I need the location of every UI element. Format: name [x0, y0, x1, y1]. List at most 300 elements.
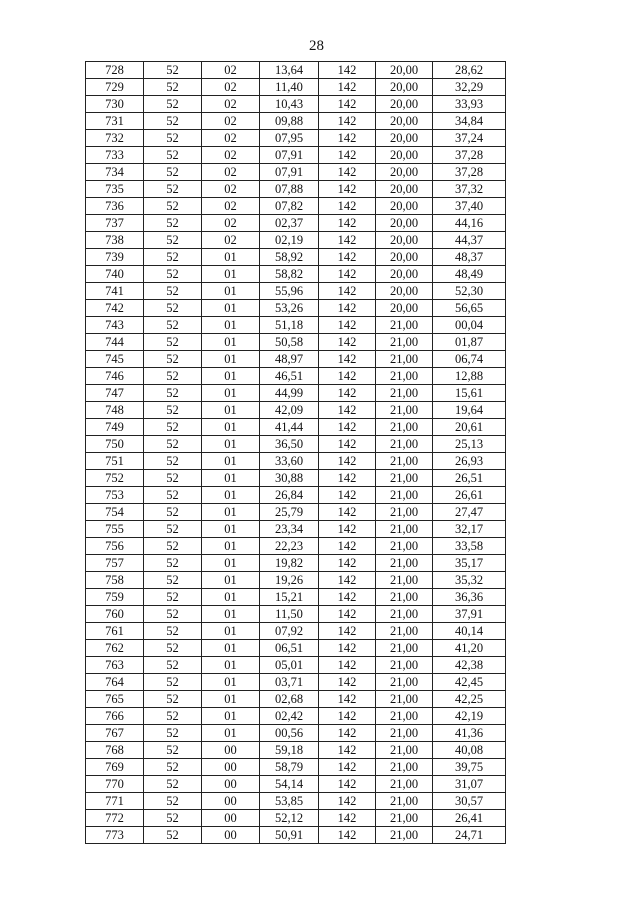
lon-seconds-cell: 56,65: [433, 300, 506, 317]
lon-degrees-cell: 142: [319, 368, 376, 385]
lon-degrees-cell: 142: [319, 793, 376, 810]
lat-degrees-cell: 52: [144, 759, 202, 776]
lon-degrees-cell: 142: [319, 317, 376, 334]
point-number-cell: 768: [86, 742, 144, 759]
lon-seconds-cell: 37,40: [433, 198, 506, 215]
lon-minutes-cell: 20,00: [376, 130, 433, 147]
lon-seconds-cell: 28,62: [433, 62, 506, 79]
lat-minutes-cell: 01: [202, 266, 260, 283]
lon-minutes-cell: 20,00: [376, 215, 433, 232]
point-number-cell: 742: [86, 300, 144, 317]
table-row: [86, 300, 506, 317]
lat-minutes-cell: 01: [202, 351, 260, 368]
lat-minutes-cell: 01: [202, 708, 260, 725]
lat-seconds-cell: 03,71: [260, 674, 319, 691]
lon-seconds-cell: 41,36: [433, 725, 506, 742]
lon-degrees-cell: 142: [319, 623, 376, 640]
lon-seconds-cell: 52,30: [433, 283, 506, 300]
lat-degrees-cell: 52: [144, 504, 202, 521]
lat-seconds-cell: 33,60: [260, 453, 319, 470]
table-row: [86, 334, 506, 351]
lat-degrees-cell: 52: [144, 453, 202, 470]
lat-minutes-cell: 01: [202, 283, 260, 300]
coordinates-table: [85, 61, 506, 844]
lat-seconds-cell: 46,51: [260, 368, 319, 385]
lon-degrees-cell: 142: [319, 810, 376, 827]
lat-degrees-cell: 52: [144, 538, 202, 555]
lat-seconds-cell: 07,92: [260, 623, 319, 640]
lat-seconds-cell: 07,91: [260, 147, 319, 164]
lat-degrees-cell: 52: [144, 793, 202, 810]
lon-minutes-cell: 21,00: [376, 487, 433, 504]
table-row: [86, 453, 506, 470]
point-number-cell: 733: [86, 147, 144, 164]
point-number-cell: 744: [86, 334, 144, 351]
lon-minutes-cell: 21,00: [376, 589, 433, 606]
lat-degrees-cell: 52: [144, 555, 202, 572]
lat-degrees-cell: 52: [144, 436, 202, 453]
lat-minutes-cell: 01: [202, 623, 260, 640]
lat-seconds-cell: 11,40: [260, 79, 319, 96]
lon-minutes-cell: 21,00: [376, 827, 433, 844]
lon-minutes-cell: 21,00: [376, 521, 433, 538]
point-number-cell: 751: [86, 453, 144, 470]
lon-minutes-cell: 21,00: [376, 759, 433, 776]
table-row: [86, 521, 506, 538]
lat-seconds-cell: 54,14: [260, 776, 319, 793]
lat-seconds-cell: 36,50: [260, 436, 319, 453]
lon-minutes-cell: 21,00: [376, 470, 433, 487]
lat-degrees-cell: 52: [144, 215, 202, 232]
point-number-cell: 769: [86, 759, 144, 776]
lat-degrees-cell: 52: [144, 79, 202, 96]
table-row: [86, 691, 506, 708]
lat-seconds-cell: 02,19: [260, 232, 319, 249]
lon-degrees-cell: 142: [319, 164, 376, 181]
lat-degrees-cell: 52: [144, 198, 202, 215]
table-row: [86, 572, 506, 589]
lat-seconds-cell: 02,68: [260, 691, 319, 708]
table-row: [86, 96, 506, 113]
lat-minutes-cell: 02: [202, 130, 260, 147]
lon-minutes-cell: 21,00: [376, 504, 433, 521]
lon-degrees-cell: 142: [319, 606, 376, 623]
lon-minutes-cell: 21,00: [376, 810, 433, 827]
lon-seconds-cell: 25,13: [433, 436, 506, 453]
lat-seconds-cell: 58,92: [260, 249, 319, 266]
table-row: [86, 725, 506, 742]
lon-minutes-cell: 20,00: [376, 232, 433, 249]
lon-degrees-cell: 142: [319, 249, 376, 266]
table-row: [86, 606, 506, 623]
lon-seconds-cell: 48,37: [433, 249, 506, 266]
table-row: [86, 555, 506, 572]
lat-seconds-cell: 19,82: [260, 555, 319, 572]
lat-minutes-cell: 01: [202, 300, 260, 317]
point-number-cell: 752: [86, 470, 144, 487]
lon-seconds-cell: 31,07: [433, 776, 506, 793]
lon-minutes-cell: 20,00: [376, 164, 433, 181]
lon-degrees-cell: 142: [319, 776, 376, 793]
lon-degrees-cell: 142: [319, 266, 376, 283]
lat-degrees-cell: 52: [144, 62, 202, 79]
table-row: [86, 657, 506, 674]
lat-seconds-cell: 51,18: [260, 317, 319, 334]
lon-degrees-cell: 142: [319, 147, 376, 164]
table-row: [86, 283, 506, 300]
lon-seconds-cell: 35,17: [433, 555, 506, 572]
lat-minutes-cell: 02: [202, 79, 260, 96]
table-row: [86, 181, 506, 198]
lat-minutes-cell: 01: [202, 368, 260, 385]
lat-seconds-cell: 13,64: [260, 62, 319, 79]
lon-degrees-cell: 142: [319, 674, 376, 691]
lon-minutes-cell: 21,00: [376, 742, 433, 759]
lat-minutes-cell: 01: [202, 436, 260, 453]
lat-seconds-cell: 42,09: [260, 402, 319, 419]
table-row: [86, 640, 506, 657]
lat-minutes-cell: 01: [202, 555, 260, 572]
lon-seconds-cell: 37,24: [433, 130, 506, 147]
lon-seconds-cell: 32,17: [433, 521, 506, 538]
lat-degrees-cell: 52: [144, 232, 202, 249]
lat-seconds-cell: 48,97: [260, 351, 319, 368]
lat-degrees-cell: 52: [144, 419, 202, 436]
point-number-cell: 750: [86, 436, 144, 453]
lon-seconds-cell: 37,28: [433, 147, 506, 164]
lon-degrees-cell: 142: [319, 351, 376, 368]
lat-minutes-cell: 01: [202, 674, 260, 691]
lat-degrees-cell: 52: [144, 623, 202, 640]
lon-minutes-cell: 21,00: [376, 691, 433, 708]
point-number-cell: 757: [86, 555, 144, 572]
lon-degrees-cell: 142: [319, 521, 376, 538]
point-number-cell: 739: [86, 249, 144, 266]
lon-seconds-cell: 32,29: [433, 79, 506, 96]
point-number-cell: 754: [86, 504, 144, 521]
lat-degrees-cell: 52: [144, 300, 202, 317]
lat-minutes-cell: 01: [202, 419, 260, 436]
lat-degrees-cell: 52: [144, 266, 202, 283]
lat-seconds-cell: 52,12: [260, 810, 319, 827]
table-row: [86, 402, 506, 419]
lat-minutes-cell: 01: [202, 572, 260, 589]
lon-seconds-cell: 44,16: [433, 215, 506, 232]
lon-seconds-cell: 36,36: [433, 589, 506, 606]
lat-degrees-cell: 52: [144, 640, 202, 657]
lon-minutes-cell: 21,00: [376, 436, 433, 453]
point-number-cell: 730: [86, 96, 144, 113]
lon-degrees-cell: 142: [319, 96, 376, 113]
lat-seconds-cell: 02,37: [260, 215, 319, 232]
point-number-cell: 764: [86, 674, 144, 691]
lat-minutes-cell: 01: [202, 504, 260, 521]
point-number-cell: 761: [86, 623, 144, 640]
table-row: [86, 623, 506, 640]
lon-seconds-cell: 26,41: [433, 810, 506, 827]
lat-degrees-cell: 52: [144, 164, 202, 181]
lat-degrees-cell: 52: [144, 487, 202, 504]
table-row: [86, 113, 506, 130]
lat-seconds-cell: 44,99: [260, 385, 319, 402]
lon-minutes-cell: 21,00: [376, 623, 433, 640]
lat-minutes-cell: 02: [202, 164, 260, 181]
point-number-cell: 747: [86, 385, 144, 402]
point-number-cell: 772: [86, 810, 144, 827]
point-number-cell: 759: [86, 589, 144, 606]
lat-seconds-cell: 22,23: [260, 538, 319, 555]
lon-minutes-cell: 20,00: [376, 198, 433, 215]
table-row: [86, 385, 506, 402]
lat-degrees-cell: 52: [144, 181, 202, 198]
lat-minutes-cell: 01: [202, 657, 260, 674]
lat-seconds-cell: 06,51: [260, 640, 319, 657]
lon-minutes-cell: 21,00: [376, 351, 433, 368]
lon-minutes-cell: 20,00: [376, 300, 433, 317]
lat-minutes-cell: 00: [202, 827, 260, 844]
point-number-cell: 732: [86, 130, 144, 147]
page-number: 28: [309, 38, 324, 54]
lat-minutes-cell: 00: [202, 810, 260, 827]
lat-minutes-cell: 01: [202, 606, 260, 623]
lon-minutes-cell: 20,00: [376, 79, 433, 96]
lat-degrees-cell: 52: [144, 113, 202, 130]
lat-seconds-cell: 19,26: [260, 572, 319, 589]
lon-seconds-cell: 37,32: [433, 181, 506, 198]
lon-seconds-cell: 27,47: [433, 504, 506, 521]
lon-degrees-cell: 142: [319, 436, 376, 453]
lon-minutes-cell: 21,00: [376, 572, 433, 589]
lon-seconds-cell: 44,37: [433, 232, 506, 249]
lat-degrees-cell: 52: [144, 351, 202, 368]
lon-minutes-cell: 20,00: [376, 249, 433, 266]
lon-minutes-cell: 20,00: [376, 96, 433, 113]
table-row: [86, 79, 506, 96]
point-number-cell: 773: [86, 827, 144, 844]
table-row: [86, 487, 506, 504]
lon-seconds-cell: 41,20: [433, 640, 506, 657]
lon-minutes-cell: 21,00: [376, 606, 433, 623]
table-row: [86, 436, 506, 453]
lon-seconds-cell: 33,93: [433, 96, 506, 113]
table-row: [86, 674, 506, 691]
lat-degrees-cell: 52: [144, 96, 202, 113]
lat-degrees-cell: 52: [144, 776, 202, 793]
lon-minutes-cell: 20,00: [376, 147, 433, 164]
lon-degrees-cell: 142: [319, 759, 376, 776]
lat-minutes-cell: 02: [202, 113, 260, 130]
lat-seconds-cell: 55,96: [260, 283, 319, 300]
lat-seconds-cell: 25,79: [260, 504, 319, 521]
lon-degrees-cell: 142: [319, 215, 376, 232]
lat-seconds-cell: 10,43: [260, 96, 319, 113]
point-number-cell: 741: [86, 283, 144, 300]
lat-minutes-cell: 01: [202, 521, 260, 538]
lat-minutes-cell: 01: [202, 317, 260, 334]
lon-degrees-cell: 142: [319, 283, 376, 300]
lon-seconds-cell: 24,71: [433, 827, 506, 844]
lat-seconds-cell: 23,34: [260, 521, 319, 538]
lat-minutes-cell: 01: [202, 487, 260, 504]
lat-seconds-cell: 50,91: [260, 827, 319, 844]
point-number-cell: 760: [86, 606, 144, 623]
lon-seconds-cell: 30,57: [433, 793, 506, 810]
table-row: [86, 317, 506, 334]
lat-seconds-cell: 07,91: [260, 164, 319, 181]
lat-degrees-cell: 52: [144, 725, 202, 742]
lon-seconds-cell: 40,14: [433, 623, 506, 640]
lat-minutes-cell: 01: [202, 538, 260, 555]
lat-degrees-cell: 52: [144, 402, 202, 419]
table-row: [86, 759, 506, 776]
lon-seconds-cell: 42,38: [433, 657, 506, 674]
table-row: [86, 776, 506, 793]
lon-degrees-cell: 142: [319, 130, 376, 147]
table-row: [86, 589, 506, 606]
table-row: [86, 504, 506, 521]
lat-seconds-cell: 07,95: [260, 130, 319, 147]
lat-degrees-cell: 52: [144, 147, 202, 164]
lat-seconds-cell: 59,18: [260, 742, 319, 759]
lon-minutes-cell: 20,00: [376, 181, 433, 198]
lon-degrees-cell: 142: [319, 419, 376, 436]
lat-minutes-cell: 01: [202, 334, 260, 351]
point-number-cell: 770: [86, 776, 144, 793]
lon-minutes-cell: 21,00: [376, 368, 433, 385]
lon-minutes-cell: 21,00: [376, 725, 433, 742]
lon-seconds-cell: 40,08: [433, 742, 506, 759]
lat-degrees-cell: 52: [144, 317, 202, 334]
lon-minutes-cell: 20,00: [376, 266, 433, 283]
table-row: [86, 708, 506, 725]
lon-degrees-cell: 142: [319, 538, 376, 555]
point-number-cell: 762: [86, 640, 144, 657]
lon-minutes-cell: 21,00: [376, 640, 433, 657]
lat-degrees-cell: 52: [144, 827, 202, 844]
lon-minutes-cell: 21,00: [376, 317, 433, 334]
lon-seconds-cell: 39,75: [433, 759, 506, 776]
lat-seconds-cell: 58,79: [260, 759, 319, 776]
point-number-cell: 728: [86, 62, 144, 79]
lon-seconds-cell: 01,87: [433, 334, 506, 351]
point-number-cell: 748: [86, 402, 144, 419]
lon-seconds-cell: 26,61: [433, 487, 506, 504]
lon-seconds-cell: 37,28: [433, 164, 506, 181]
lon-degrees-cell: 142: [319, 555, 376, 572]
lat-seconds-cell: 50,58: [260, 334, 319, 351]
lon-degrees-cell: 142: [319, 657, 376, 674]
lat-minutes-cell: 01: [202, 691, 260, 708]
lat-seconds-cell: 07,82: [260, 198, 319, 215]
lon-seconds-cell: 42,19: [433, 708, 506, 725]
lat-seconds-cell: 53,26: [260, 300, 319, 317]
lat-minutes-cell: 02: [202, 181, 260, 198]
lat-seconds-cell: 30,88: [260, 470, 319, 487]
lon-seconds-cell: 35,32: [433, 572, 506, 589]
lat-seconds-cell: 05,01: [260, 657, 319, 674]
lon-degrees-cell: 142: [319, 640, 376, 657]
lat-degrees-cell: 52: [144, 589, 202, 606]
lat-degrees-cell: 52: [144, 691, 202, 708]
lat-seconds-cell: 15,21: [260, 589, 319, 606]
lon-minutes-cell: 21,00: [376, 385, 433, 402]
lon-seconds-cell: 37,91: [433, 606, 506, 623]
point-number-cell: 771: [86, 793, 144, 810]
point-number-cell: 745: [86, 351, 144, 368]
lat-minutes-cell: 00: [202, 776, 260, 793]
table-row: [86, 130, 506, 147]
lat-degrees-cell: 52: [144, 470, 202, 487]
point-number-cell: 738: [86, 232, 144, 249]
lon-seconds-cell: 06,74: [433, 351, 506, 368]
lat-degrees-cell: 52: [144, 657, 202, 674]
table-row: [86, 249, 506, 266]
lat-seconds-cell: 00,56: [260, 725, 319, 742]
table-row: [86, 470, 506, 487]
lon-degrees-cell: 142: [319, 691, 376, 708]
lat-minutes-cell: 01: [202, 640, 260, 657]
point-number-cell: 767: [86, 725, 144, 742]
point-number-cell: 731: [86, 113, 144, 130]
table-row: [86, 742, 506, 759]
lon-minutes-cell: 21,00: [376, 776, 433, 793]
lat-degrees-cell: 52: [144, 130, 202, 147]
table-row: [86, 232, 506, 249]
lat-seconds-cell: 58,82: [260, 266, 319, 283]
point-number-cell: 735: [86, 181, 144, 198]
lat-degrees-cell: 52: [144, 521, 202, 538]
lon-degrees-cell: 142: [319, 62, 376, 79]
lon-minutes-cell: 21,00: [376, 555, 433, 572]
lat-minutes-cell: 01: [202, 589, 260, 606]
lat-minutes-cell: 02: [202, 147, 260, 164]
lon-minutes-cell: 21,00: [376, 657, 433, 674]
lat-minutes-cell: 02: [202, 62, 260, 79]
lat-minutes-cell: 01: [202, 402, 260, 419]
lon-degrees-cell: 142: [319, 742, 376, 759]
lon-degrees-cell: 142: [319, 79, 376, 96]
point-number-cell: 763: [86, 657, 144, 674]
point-number-cell: 766: [86, 708, 144, 725]
lon-degrees-cell: 142: [319, 708, 376, 725]
lat-minutes-cell: 00: [202, 793, 260, 810]
lon-degrees-cell: 142: [319, 504, 376, 521]
lon-seconds-cell: 26,51: [433, 470, 506, 487]
lat-seconds-cell: 26,84: [260, 487, 319, 504]
lat-seconds-cell: 07,88: [260, 181, 319, 198]
lon-seconds-cell: 42,25: [433, 691, 506, 708]
point-number-cell: 753: [86, 487, 144, 504]
table-row: [86, 164, 506, 181]
point-number-cell: 746: [86, 368, 144, 385]
lon-minutes-cell: 21,00: [376, 402, 433, 419]
lat-degrees-cell: 52: [144, 249, 202, 266]
lat-seconds-cell: 41,44: [260, 419, 319, 436]
lon-seconds-cell: 19,64: [433, 402, 506, 419]
lon-degrees-cell: 142: [319, 470, 376, 487]
table-row: [86, 198, 506, 215]
lat-degrees-cell: 52: [144, 368, 202, 385]
lon-degrees-cell: 142: [319, 572, 376, 589]
table-row: [86, 266, 506, 283]
lon-minutes-cell: 21,00: [376, 334, 433, 351]
lon-degrees-cell: 142: [319, 725, 376, 742]
lon-degrees-cell: 142: [319, 113, 376, 130]
lat-minutes-cell: 00: [202, 759, 260, 776]
lat-degrees-cell: 52: [144, 334, 202, 351]
lon-degrees-cell: 142: [319, 402, 376, 419]
lat-minutes-cell: 00: [202, 742, 260, 759]
